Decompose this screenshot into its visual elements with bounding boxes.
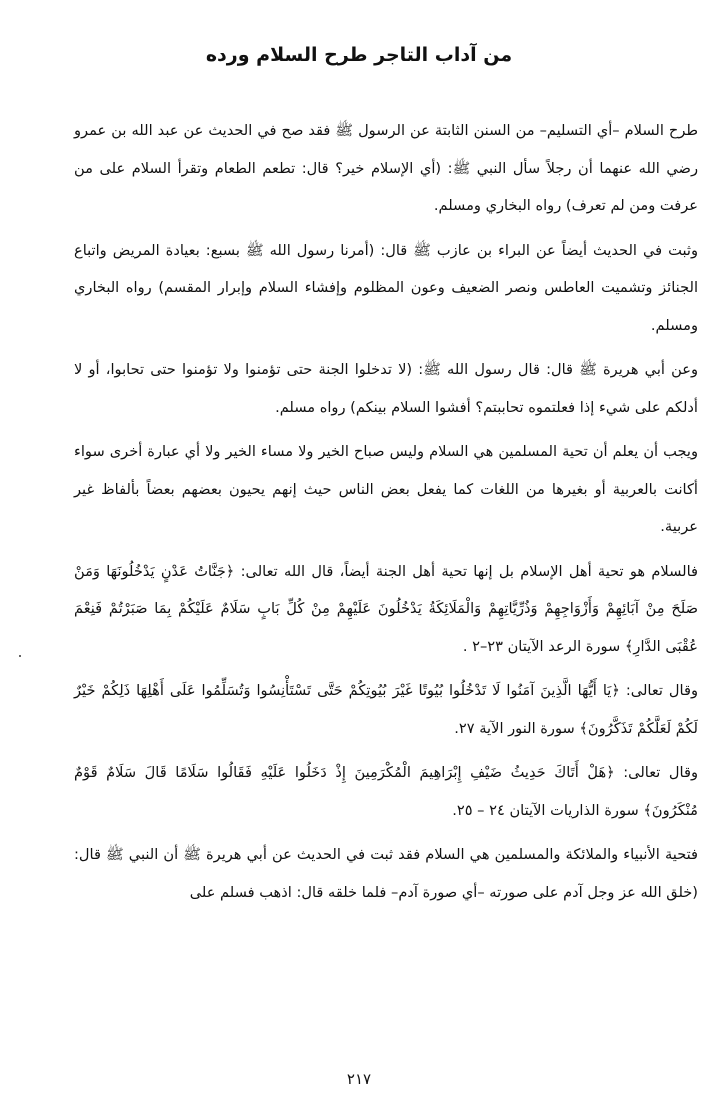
paragraph-8: فتحية الأنبياء والملائكة والمسلمين هي السلام فقد ثبت في الحديث عن أبي هريرة ﷺ أن النبي ﷺ قال: (خلق الله عز وجل آدم على صورته –أي صورة آدم– فلما خلقه قال: اذهب فسلم على bbox=[74, 846, 698, 901]
page-title: من آداب التاجر طرح السلام ورده bbox=[205, 44, 513, 66]
page-number: ٢١٧ bbox=[346, 1070, 372, 1088]
paragraph-2: وثبت في الحديث أيضاً عن البراء بن عازب ﷺ قال: (أمرنا رسول الله ﷺ بسبع: بعيادة المريض واتباع الجنائز وتشميت العاطس ونصر الضعيف وعون المظلوم وإفشاء السلام وإبرار المقسم) رواه البخاري ومسلم. bbox=[74, 241, 698, 334]
paragraph-7-quran-adh-dhariyat: وقال تعالى: ﴿هَلْ أَتَاكَ حَدِيثُ ضَيْفِ إِبْرَاهِيمَ الْمُكْرَمِينَ إِذْ دَخَلُوا عَلَيْهِ فَقَالُوا سَلَامًا قَالَ سَلَامٌ قَوْمٌ مُنْكَرُونَ﴾ سورة الذاريات الآيتان ٢٤ – ٢٥. bbox=[74, 764, 698, 819]
paragraph-6-quran-an-nur: وقال تعالى: ﴿يَا أَيُّهَا الَّذِينَ آمَنُوا لَا تَدْخُلُوا بُيُوتًا غَيْرَ بُيُوتِكُمْ حَتَّى تَسْتَأْنِسُوا وَتُسَلِّمُوا عَلَى أَهْلِهَا ذَلِكُمْ خَيْرٌ لَكُمْ لَعَلَّكُمْ تَذَكَّرُونَ﴾ سورة النور الآية ٢٧. bbox=[74, 682, 698, 737]
paragraph-5-quran-ar-rad: فالسلام هو تحية أهل الإسلام بل إنها تحية أهل الجنة أيضاً، قال الله تعالى: ﴿جَنَّاتُ عَدْنٍ يَدْخُلُونَهَا وَمَنْ صَلَحَ مِنْ آبَائِهِمْ وَأَزْوَاجِهِمْ وَذُرِّيَّاتِهِمْ وَالْمَلَائِكَةُ يَدْخُلُونَ عَلَيْهِمْ مِنْ كُلِّ بَابٍ سَلَامٌ عَلَيْكُمْ بِمَا صَبَرْتُمْ فَنِعْمَ عُقْبَى الدَّارِ﴾ سورة الرعد الآيتان ٢٣–٢ . bbox=[74, 562, 698, 655]
paragraph-1: طرح السلام –أي التسليم– من السنن الثابتة عن الرسول ﷺ فقد صح في الحديث عن عبد الله بن عمرو رضي الله عنهما أن رجلاً سأل النبي ﷺ: (أي الإسلام خير؟ قال: تطعم الطعام وتقرأ السلام على من عرفت ومن لم تعرف) رواه البخاري ومسلم. bbox=[74, 122, 698, 214]
paragraph-3: وعن أبي هريرة ﷺ قال: قال رسول الله ﷺ: (لا تدخلوا الجنة حتى تؤمنوا ولا تؤمنوا حتى تحابوا، أو لا أدلكم على شيء إذا فعلتموه تحاببتم؟ أفشوا السلام بينكم) رواه مسلم. bbox=[74, 361, 698, 416]
margin-mark bbox=[19, 655, 21, 657]
paragraph-4: ويجب أن يعلم أن تحية المسلمين هي السلام وليس صباح الخير ولا مساء الخير ولا أي عبارة أخرى سواء أكانت بالعربية أو بغيرها من اللغات كما يفعل بعض الناس حيث إنهم يحيون بعضهم بعضاً بألفاظ غير عربية. bbox=[74, 443, 698, 535]
page-body bbox=[74, 112, 698, 918]
